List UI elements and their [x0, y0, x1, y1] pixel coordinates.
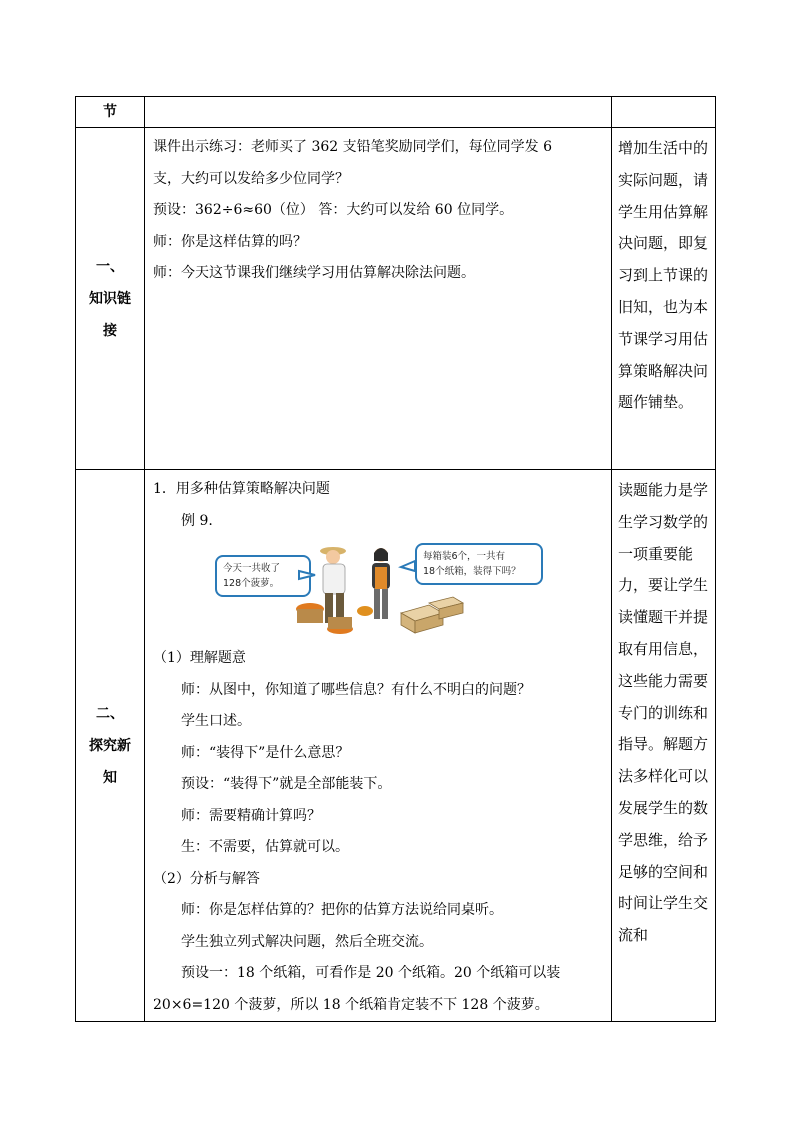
- note-cell: [612, 128, 716, 470]
- section-number: 二、: [96, 705, 124, 722]
- content-cell: [145, 128, 612, 470]
- text-line: 预设一：18 个纸箱，可看作是 20 个纸箱。20 个纸箱可以装: [181, 965, 561, 981]
- text-line: 师：今天这节课我们继续学习用估算解决除法问题。: [153, 265, 475, 281]
- table-row: [76, 470, 716, 1022]
- table-row: [76, 97, 716, 128]
- speech-bubble-left: 今天一共收了 128个菠萝。: [215, 555, 311, 597]
- text-line: 师：从图中，你知道了哪些信息？有什么不明白的问题？: [181, 681, 531, 698]
- text-line: 20×6=120 个菠萝，所以 18 个纸箱肯定装不下 128 个菠萝。: [153, 996, 549, 1013]
- section-label: [76, 128, 145, 470]
- section-label: [76, 470, 145, 1022]
- content-cell: [145, 470, 612, 1022]
- text-line: 学生口述。: [181, 713, 251, 729]
- design-note: 增加生活中的实际问题，请学生用估算解决问题，即复习到上节课的旧知，也为本节课学习用估算策略解决问题作铺垫。: [618, 139, 709, 412]
- text-line: 预设：“装得下”就是全部能装下。: [181, 776, 392, 792]
- note-cell: [612, 470, 716, 1022]
- lesson-plan-table: [75, 96, 716, 1022]
- speech-bubble-right: 每箱装6个，一共有 18个纸箱，装得下吗？: [415, 543, 543, 585]
- text-line: 师：你是这样估算的吗？: [153, 233, 307, 250]
- note-cell: [612, 97, 716, 128]
- text-line: 生：不需要，估算就可以。: [181, 839, 349, 855]
- text-line: 师：“装得下”是什么意思？: [181, 744, 350, 761]
- section-title: 探究新: [89, 737, 131, 754]
- text-line: 预设：362÷6≈60（位） 答：大约可以发给 60 位同学。: [153, 202, 514, 218]
- subheading: 1．用多种估算策略解决问题: [153, 481, 330, 497]
- section-number: 一、: [96, 258, 124, 275]
- section-label: 节: [76, 97, 145, 128]
- design-note: 读题能力是学生学习数学的一项重要能力，要让学生读懂题干并提取有用信息，这些能力需要专门的训练和指导。解题方法多样化可以发展学生的数学思维，给予足够的空间和时间让学生交流和: [618, 481, 709, 945]
- section-title: 知识链: [89, 290, 131, 307]
- table-row: [76, 128, 716, 470]
- content-cell: [145, 97, 612, 128]
- text-line: 课件出示练习：老师买了 362 支铅笔奖励同学们，每位同学发 6: [153, 139, 552, 155]
- text-line: 师：需要精确计算吗？: [181, 807, 321, 824]
- section-title-cont: 知: [103, 769, 117, 786]
- text-line: 支，大约可以发给多少位同学？: [153, 170, 349, 187]
- text-line: （2）分析与解答: [153, 870, 260, 887]
- example-illustration: [215, 541, 545, 637]
- text-line: （1）理解题意: [153, 650, 246, 666]
- section-title-cont: 接: [103, 322, 117, 339]
- text-line: 师：你是怎样估算的？把你的估算方法说给同桌听。: [181, 902, 503, 918]
- text-line: 学生独立列式解决问题，然后全班交流。: [181, 933, 433, 950]
- example-label: 例 9.: [181, 512, 213, 529]
